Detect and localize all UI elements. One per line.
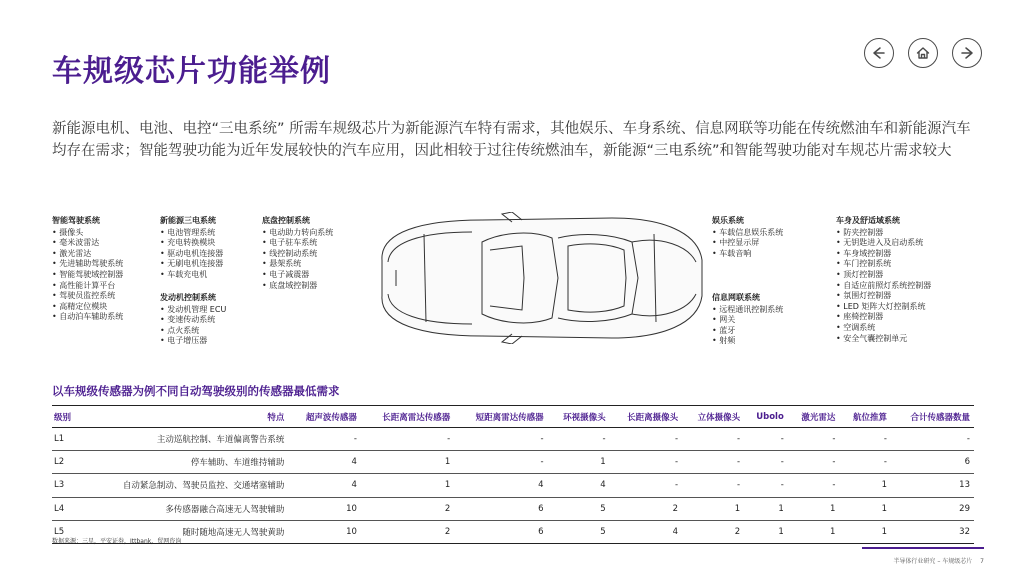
nav-buttons xyxy=(864,38,982,68)
table-cell: 1 xyxy=(361,451,454,474)
system-list-item: • 智能驾驶域控制器 xyxy=(52,270,123,281)
table-cell: L2 xyxy=(52,451,80,474)
table-cell: - xyxy=(454,451,547,474)
system-list-item: • 空调系统 xyxy=(836,323,931,334)
table-header-cell: 激光雷达 xyxy=(788,406,840,428)
table-cell: - xyxy=(288,428,360,451)
table-header-cell: 特点 xyxy=(80,406,288,428)
table-cell: 6 xyxy=(454,520,547,543)
system-list-item: • 底盘域控制器 xyxy=(262,281,333,292)
system-list-item: • 座椅控制器 xyxy=(836,312,931,323)
table-cell: 4 xyxy=(288,451,360,474)
table-cell: L1 xyxy=(52,428,80,451)
table-cell: - xyxy=(744,474,788,497)
system-list-item: • 顶灯控制器 xyxy=(836,270,931,281)
table-row xyxy=(52,520,974,543)
table-cell: - xyxy=(548,428,610,451)
table-cell: - xyxy=(891,428,974,451)
telematics-system-list xyxy=(712,293,783,347)
table-cell: 6 xyxy=(891,451,974,474)
table-cell: 1 xyxy=(788,520,840,543)
table-cell: 1 xyxy=(839,474,891,497)
system-list-item: • 车载充电机 xyxy=(160,270,223,281)
table-cell: - xyxy=(839,451,891,474)
table-cell: - xyxy=(744,428,788,451)
data-source-note: 数据来源：三星，平安证券，Ittbank，贸网咨询 xyxy=(52,538,182,545)
table-cell: 10 xyxy=(288,497,360,520)
system-list-item: • 线控制动系统 xyxy=(262,249,333,260)
system-item-list xyxy=(160,228,223,281)
system-list-item: • 无刷电机连接器 xyxy=(160,259,223,270)
system-list-item: • 防夹控制器 xyxy=(836,228,931,239)
system-item-list xyxy=(712,228,783,260)
system-list-item: • 发动机管理 ECU xyxy=(160,305,226,316)
table-cell: 1 xyxy=(839,520,891,543)
table-cell: 随时随地高速无人驾驶黄助 xyxy=(80,520,288,543)
system-item-list xyxy=(836,228,931,345)
system-list-item: • 网关 xyxy=(712,315,783,326)
table-cell: - xyxy=(610,428,682,451)
system-item-list xyxy=(262,228,333,292)
table-header-cell: 级别 xyxy=(52,406,80,428)
system-item-list xyxy=(712,305,783,347)
table-cell: 5 xyxy=(548,520,610,543)
table-cell: 4 xyxy=(548,474,610,497)
table-cell: 2 xyxy=(361,497,454,520)
table-cell: 1 xyxy=(361,474,454,497)
system-list-item: • 氛围灯控制器 xyxy=(836,291,931,302)
table-cell: - xyxy=(839,428,891,451)
telematics-system-title: 信息网联系统 xyxy=(712,293,760,302)
home-icon xyxy=(915,45,931,61)
table-header-cell: 航位推算 xyxy=(839,406,891,428)
footer-text xyxy=(893,556,984,565)
sensor-requirement-table xyxy=(52,405,974,544)
system-list-item: • 电子增压器 xyxy=(160,336,226,347)
table-cell: L5 xyxy=(52,520,80,543)
table-header-cell: 立体摄像头 xyxy=(682,406,744,428)
system-list-item: • 车载信息娱乐系统 xyxy=(712,228,783,239)
chassis-control-system-title: 底盘控制系统 xyxy=(262,216,310,225)
table-cell: - xyxy=(682,428,744,451)
table-cell: 13 xyxy=(891,474,974,497)
footer-report-name: 半导体行业研究 – 车规级芯片 xyxy=(893,558,973,565)
table-cell: 5 xyxy=(548,497,610,520)
table-row xyxy=(52,451,974,474)
system-list-item: • 电动助力转向系统 xyxy=(262,228,333,239)
system-item-list xyxy=(160,305,226,347)
table-header-cell: 长距离雷达传感器 xyxy=(361,406,454,428)
chassis-control-system-list xyxy=(262,216,333,291)
table-cell: 4 xyxy=(454,474,547,497)
smart-driving-system-title: 智能驾驶系统 xyxy=(52,216,100,225)
table-cell: - xyxy=(788,474,840,497)
footer-divider xyxy=(862,547,984,549)
system-list-item: • 车载音响 xyxy=(712,249,783,260)
table-cell: 4 xyxy=(288,474,360,497)
table-header-cell: 短距离雷达传感器 xyxy=(454,406,547,428)
body-comfort-system-list xyxy=(836,216,931,344)
entertainment-system-list xyxy=(712,216,783,259)
sensor-table-title: 以车规级传感器为例不同自动驾驶级别的传感器最低需求 xyxy=(52,384,340,398)
table-cell: 主动巡航控制、车道偏离警告系统 xyxy=(80,428,288,451)
system-list-item: • 驾驶员监控系统 xyxy=(52,291,123,302)
system-list-item: • 自动泊车辅助系统 xyxy=(52,312,123,323)
table-cell: 1 xyxy=(744,497,788,520)
system-list-item: • 驱动电机连接器 xyxy=(160,249,223,260)
table-row xyxy=(52,428,974,451)
table-cell: 1 xyxy=(788,497,840,520)
table-cell: - xyxy=(610,474,682,497)
table-cell: 2 xyxy=(610,497,682,520)
system-list-item: • 车门控制系统 xyxy=(836,259,931,270)
table-cell: 停车辅助、车道维持辅助 xyxy=(80,451,288,474)
table-cell: - xyxy=(682,474,744,497)
table-header-row xyxy=(52,406,974,428)
entertainment-system-title: 娱乐系统 xyxy=(712,216,744,225)
table-cell: 1 xyxy=(839,497,891,520)
page-title: 车规级芯片功能举例 xyxy=(52,54,331,89)
system-list-item: • 摄像头 xyxy=(52,228,123,239)
table-header-cell: 超声波传感器 xyxy=(288,406,360,428)
table-cell: 1 xyxy=(682,497,744,520)
system-list-item: • 中控显示屏 xyxy=(712,238,783,249)
system-list-item: • 先进辅助驾驶系统 xyxy=(52,259,123,270)
system-list-item: • 蓝牙 xyxy=(712,326,783,337)
system-list-item: • 远程通讯控制系统 xyxy=(712,305,783,316)
table-cell: 32 xyxy=(891,520,974,543)
table-cell: 4 xyxy=(610,520,682,543)
system-list-item: • 无钥匙进入及启动系统 xyxy=(836,238,931,249)
table-cell: 10 xyxy=(288,520,360,543)
table-cell: 1 xyxy=(744,520,788,543)
three-electric-system-title: 新能源三电系统 xyxy=(160,216,216,225)
system-list-item: • 高性能计算平台 xyxy=(52,281,123,292)
system-list-item: • 电池管理系统 xyxy=(160,228,223,239)
table-cell: 多传感器融合高速无人驾驶辅助 xyxy=(80,497,288,520)
table-cell: - xyxy=(788,428,840,451)
table-row xyxy=(52,497,974,520)
smart-driving-system-list xyxy=(52,216,123,323)
table-cell: - xyxy=(361,428,454,451)
system-item-list xyxy=(52,228,123,323)
engine-control-system-list xyxy=(160,293,226,347)
next-page-button[interactable] xyxy=(952,38,982,68)
three-electric-system-list xyxy=(160,216,223,281)
table-header-cell: 合计传感器数量 xyxy=(891,406,974,428)
system-list-item: • 自适应前照灯系统控制器 xyxy=(836,281,931,292)
table-cell: 自动紧急制动、驾驶员监控、交通堵塞辅助 xyxy=(80,474,288,497)
table-cell: - xyxy=(682,451,744,474)
system-list-item: • 射频 xyxy=(712,336,783,347)
table-cell: - xyxy=(610,451,682,474)
arrow-right-icon xyxy=(959,45,975,61)
page-number: 7 xyxy=(980,558,984,565)
system-list-item: • 悬架系统 xyxy=(262,259,333,270)
system-list-item: • 充电转换模块 xyxy=(160,238,223,249)
table-header-cell: Ubolo xyxy=(744,406,788,428)
system-list-item: • 高精定位模块 xyxy=(52,302,123,313)
system-list-item: • LED 矩阵大灯控制系统 xyxy=(836,302,931,313)
table-cell: 2 xyxy=(682,520,744,543)
system-list-item: • 激光雷达 xyxy=(52,249,123,260)
arrow-left-icon xyxy=(871,45,887,61)
table-cell: - xyxy=(744,451,788,474)
table-cell: 1 xyxy=(548,451,610,474)
engine-control-system-title: 发动机控制系统 xyxy=(160,293,216,302)
table-header-cell: 环视摄像头 xyxy=(548,406,610,428)
home-button[interactable] xyxy=(908,38,938,68)
intro-paragraph: 新能源电机、电池、电控“三电系统” 所需车规级芯片为新能源汽车特有需求，其他娱乐、车身系统、信息网联等功能在传统燃油车和新能源汽车均存在需求；智能驾驶功能为近年发展较快的汽车应用，因此相较于过往传统燃油车，新能源“三电系统”和智能驾驶功能对车规芯片需求较大 xyxy=(52,121,971,159)
system-list-item: • 毫米波雷达 xyxy=(52,238,123,249)
system-list-item: • 车身域控制器 xyxy=(836,249,931,260)
system-list-item: • 变速传动系统 xyxy=(160,315,226,326)
system-list-item: • 电子减震器 xyxy=(262,270,333,281)
table-cell: L4 xyxy=(52,497,80,520)
table-cell: - xyxy=(788,451,840,474)
table-cell: - xyxy=(454,428,547,451)
table-cell: 29 xyxy=(891,497,974,520)
table-header-cell: 长距离摄像头 xyxy=(610,406,682,428)
car-top-view-illustration xyxy=(362,212,708,344)
system-list-item: • 安全气囊控制单元 xyxy=(836,334,931,345)
table-row xyxy=(52,474,974,497)
table-cell: 6 xyxy=(454,497,547,520)
system-list-item: • 电子驻车系统 xyxy=(262,238,333,249)
body-comfort-system-title: 车身及舒适域系统 xyxy=(836,216,900,225)
prev-page-button[interactable] xyxy=(864,38,894,68)
table-cell: 2 xyxy=(361,520,454,543)
table-cell: L3 xyxy=(52,474,80,497)
system-list-item: • 点火系统 xyxy=(160,326,226,337)
